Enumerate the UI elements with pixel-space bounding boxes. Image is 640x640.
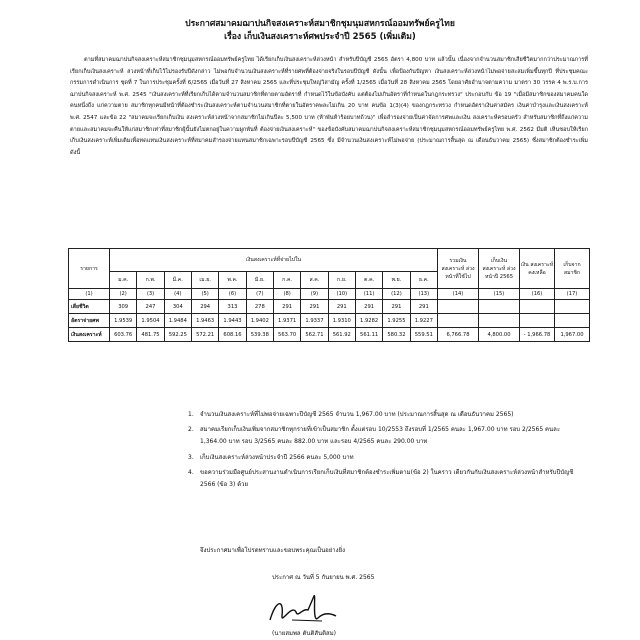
value-cell: 1.9504 (137, 314, 164, 328)
index-cell: (11) (355, 289, 382, 300)
value-cell: 1.9371 (273, 314, 300, 328)
row-label: เสียชีวิต (69, 300, 110, 314)
value-cell: 603.76 (110, 328, 137, 342)
col-label-header: รายการ (69, 249, 110, 289)
value-cell: 1.9282 (355, 314, 382, 328)
month-header: ก.ค. (273, 272, 300, 289)
month-header: เม.ย. (191, 272, 218, 289)
group-header: เงินสงเคราะห์ที่จ่ายไปใน (110, 249, 438, 272)
month-header: ส.ค. (301, 272, 328, 289)
note-item (188, 424, 588, 448)
extra-header-2: เก็บเงิน สงเคราะห์ ล่วงหน้าปี 2565 (479, 249, 520, 289)
note-number: 2. (188, 426, 194, 434)
value-cell: 562.71 (301, 328, 328, 342)
value-cell: 313 (219, 300, 246, 314)
value-cell: 1.9227 (410, 314, 437, 328)
index-cell: (2) (110, 289, 137, 300)
note-number: 1. (188, 411, 194, 418)
month-header: ธ.ค. (410, 272, 437, 289)
month-header: ก.ย. (328, 272, 355, 289)
note-text: จำนวนเงินสงเคราะห์ที่ไม่พอจ่ายเฉพาะปีบัญชี 2565 จำนวน 1,967.00 บาท (ประมาณการสิ้นสุด ณ เดือนธันวาคม 2565) (200, 411, 514, 418)
closing-text: จึงประกาศมาเพื่อโปรดทราบและขอบพระคุณเป็นอย่างยิ่ง (200, 547, 346, 554)
notes-list (188, 409, 588, 494)
month-header: ก.พ. (137, 272, 164, 289)
summary-cell (520, 314, 555, 328)
value-cell: 291 (410, 300, 437, 314)
value-cell: 561.11 (355, 328, 382, 342)
index-cell: (15) (479, 289, 520, 300)
row-label: อัตราจ่ายศพ (69, 314, 110, 328)
extra-header-1: รวมเงิน สงเคราะห์ ล่วงหน้าที่ใช้ไป (438, 249, 479, 289)
value-cell: 580.32 (383, 328, 410, 342)
index-cell: (9) (301, 289, 328, 300)
value-cell: 291 (273, 300, 300, 314)
index-cell: (5) (191, 289, 218, 300)
month-header: พ.ย. (383, 272, 410, 289)
summary-cell (555, 300, 590, 314)
value-cell: 247 (137, 300, 164, 314)
summary-cell: 4,800.00 (479, 328, 520, 342)
announcement-date: ประกาศ ณ วันที่ 5 กันยายน พ.ศ. 2565 (272, 574, 375, 581)
month-header: พ.ค. (219, 272, 246, 289)
value-cell: 608.16 (219, 328, 246, 342)
extra-header-3: เงิน สงเคราะห์ คงเหลือ (520, 249, 555, 289)
summary-cell (438, 300, 479, 314)
index-cell: (1) (69, 289, 110, 300)
body-paragraph (70, 55, 588, 159)
value-cell: 291 (301, 300, 328, 314)
value-cell: 278 (246, 300, 273, 314)
index-cell: (3) (137, 289, 164, 300)
row-label: เงินสงเคราะห์ (69, 328, 110, 342)
value-cell: 1.9484 (164, 314, 191, 328)
body-text: ตามที่สมาคมฌาปนกิจสงเคราะห์สมาชิกชุมนุมสหกรณ์ออมทรัพย์ครูไทย ได้เรียกเก็บเงินสงเคราะห์ล่วงหน้า สำหรับปีบัญชี 2565 อัตรา 4,800 บาท แล้วนั้น เนื่องจากจำนวนสมาชิกเสียชีวิตมากกว่าประมาณการที่เรียกเก็บเงินสงเคราะห์ ล่วงหน้าที่เก็บไว้ไม่รองรับปีดังกล่าว ไม่พอกับจำนวนเงินสงเคราะห์ที่รายศพที่ต้องจ่ายจริงในรอบปีบัญชี ดังนั้น เพื่อป้องกันปัญหา เงินสงเคราะห์ล่วงหน้าไม่พอจ่ายสะสมเพิ่มขึ้นทุกปี ที่ประชุมคณะกรรมการดำเนินการ ชุดที่ 7 ในการประชุมครั้งที่ 6/2565 เมื่อวันที่ 27 สิงหาคม 2565 และที่ประชุมใหญ่วิสามัญ ครั้งที่ 1/2565 เมื่อวันที่ 28 สิงหาคม 2565 โดยอาศัยอำนาจตามความ มาตรา 30 วรรค 4 พ.ร.บ.การฌาปนกิจสงเคราะห์ พ.ศ. 2545 "เงินสงเคราะห์ที่เรียกเก็บได้ตามจำนวนสมาชิกที่ตายตามอัตราที่ กำหนดไว้ในข้อบังคับ แต่ต้องไม่เกินอัตราที่กำหนดในกฎกระทรวง" ประกอบกับ ข้อ 19 "เมื่อมีสมาชิกของสมาคมคนใดคนหนึ่งถึง แก่ความตาย สมาชิกทุกคนมีหน้าที่ต้องชำระเงินสงเคราะห์ตามจำนวนสมาชิกที่ตายในอัตราคพละไม่เกิน 20 บาท คนข้อ 1(3)(4) ของกฎกระทรวง กำหนดอัตราเงินค่าสมัคร เงินค่าบำรุงและเงินสงเคราะห์ พ.ศ. 2547 และข้อ 22 "สมาคมจะเรียกเก็บเงิน สงเคราะห์ล่วงหน้าจากสมาชิกไม่เกินปีละ 5,500 บาท (ห้าพันห้าร้อยบาทถ้วน)" เพื่อสำรองจ่ายเป็นค่าจัดการศพและเงิน สงเคราะห์ครอบครัว สำหรับสมาชิกที่ถึงแก่ความตายและสมาคมจะคืนให้แก่สมาชิกเท่าที่สมาชิกผู้นั้นยังไม่ตกอยู่ในความผูกพันที่ ต้องจ่ายเงินสงเคราะห์" ของข้อบังคับสมาคมฌาปนกิจสงเคราะห์สมาชิกชุมนุมสหกรณ์ออมทรัพย์ครูไทย พ.ศ. 2562 มีมติ เห็นชอบให้เรียกเก็บเงินสงเคราะห์เพิ่มเติมเพื่อทดแทนเงินสงเคราะห์ที่สมาคมสำรองจ่ายแทนสมาชิกเฉพาะรอบปีบัญชี 2565 ซึ่ง มีจำนวนเงินสงเคราะห์ไม่พอจ่าย (ประมาณการสิ้นสุด ณ เดือนธันวาคม 2565) ซึ่งสมาชิกต้องชำระเพิ่ม ดังนี้ (70, 57, 588, 156)
value-cell: 291 (355, 300, 382, 314)
value-cell: 539.38 (246, 328, 273, 342)
value-cell: 304 (164, 300, 191, 314)
extra-header-4: เก็บจาก สมาชิก (555, 249, 590, 289)
document-title: ประกาศสมาคมฌาปนกิจสงเคราะห์สมาชิกชุมนุมสหกรณ์ออมทรัพย์ครูไทย (185, 19, 455, 29)
value-cell: 294 (191, 300, 218, 314)
summary-cell (520, 300, 555, 314)
index-cell: (17) (555, 289, 590, 300)
document-subject: เรื่อง เก็บเงินสงเคราะห์ศพประจำปี 2565 (เพิ่มเติม) (224, 32, 416, 42)
value-cell: 291 (328, 300, 355, 314)
month-header: มิ.ย. (246, 272, 273, 289)
table-row (69, 314, 590, 328)
note-item (188, 467, 588, 491)
note-text: ขอความร่วมมือศูนย์ประสานงานดำเนินการเรียกเก็บเงินที่สมาชิกต้องชำระเพิ่มตาม(ข้อ 2) ในคราว เดียวกันกับเงินสงเคราะห์ล่วงหน้าสำหรับปีบัญชี 2566 (ข้อ 3) ด้วย (200, 468, 574, 489)
summary-cell (479, 300, 520, 314)
month-header: ม.ค. (110, 272, 137, 289)
note-number: 3. (188, 453, 194, 461)
index-cell: (10) (328, 289, 355, 300)
contribution-table (68, 248, 590, 342)
note-item (188, 452, 588, 464)
month-header: มี.ค. (164, 272, 191, 289)
note-text: สมาคมเรียกเก็บเงินเพิ่มจากสมาชิกทุกรายที่เข้าเป็นสมาชิก ตั้งแต่รอบ 10/2553 ถึงรอบที่ 1/2565 คนละ 1,967.00 บาท รอบ 2/2565 คนละ 1,364.00 บาท รอบ 3/2565 คนละ 882.00 บาท และรอบ 4/2565 คนละ 290.00 บาท (200, 426, 561, 446)
value-cell: 1.9463 (191, 314, 218, 328)
summary-cell (555, 314, 590, 328)
summary-cell: - 1,966.78 (520, 328, 555, 342)
value-cell: 1.9310 (328, 314, 355, 328)
table-row (69, 300, 590, 314)
signature-image (262, 590, 342, 630)
note-number: 4. (188, 468, 194, 476)
index-cell: (6) (219, 289, 246, 300)
summary-cell: 1,967.00 (555, 328, 590, 342)
value-cell: 481.75 (137, 328, 164, 342)
value-cell: 563.70 (273, 328, 300, 342)
value-cell: 592.25 (164, 328, 191, 342)
note-text: เก็บเงินสงเคราะห์ล่วงหน้าประจำปี 2566 คนละ 5,000 บาท (200, 453, 354, 461)
index-cell: (13) (410, 289, 437, 300)
index-cell: (4) (164, 289, 191, 300)
value-cell: 1.9337 (301, 314, 328, 328)
value-cell: 572.21 (191, 328, 218, 342)
month-header: ต.ค. (355, 272, 382, 289)
index-cell: (7) (246, 289, 273, 300)
signer-name: (นายสมพล ตันติสันติสม) (272, 630, 336, 637)
index-cell: (8) (273, 289, 300, 300)
table-row (69, 328, 590, 342)
summary-cell (479, 314, 520, 328)
value-cell: 291 (383, 300, 410, 314)
value-cell: 1.9255 (383, 314, 410, 328)
value-cell: 559.51 (410, 328, 437, 342)
summary-cell (438, 314, 479, 328)
value-cell: 561.92 (328, 328, 355, 342)
note-item (188, 409, 588, 421)
index-cell: (14) (438, 289, 479, 300)
value-cell: 1.9443 (219, 314, 246, 328)
index-cell: (12) (383, 289, 410, 300)
summary-cell: 6,766.78 (438, 328, 479, 342)
value-cell: 309 (110, 300, 137, 314)
index-cell: (16) (520, 289, 555, 300)
value-cell: 1.9402 (246, 314, 273, 328)
value-cell: 1.9539 (110, 314, 137, 328)
